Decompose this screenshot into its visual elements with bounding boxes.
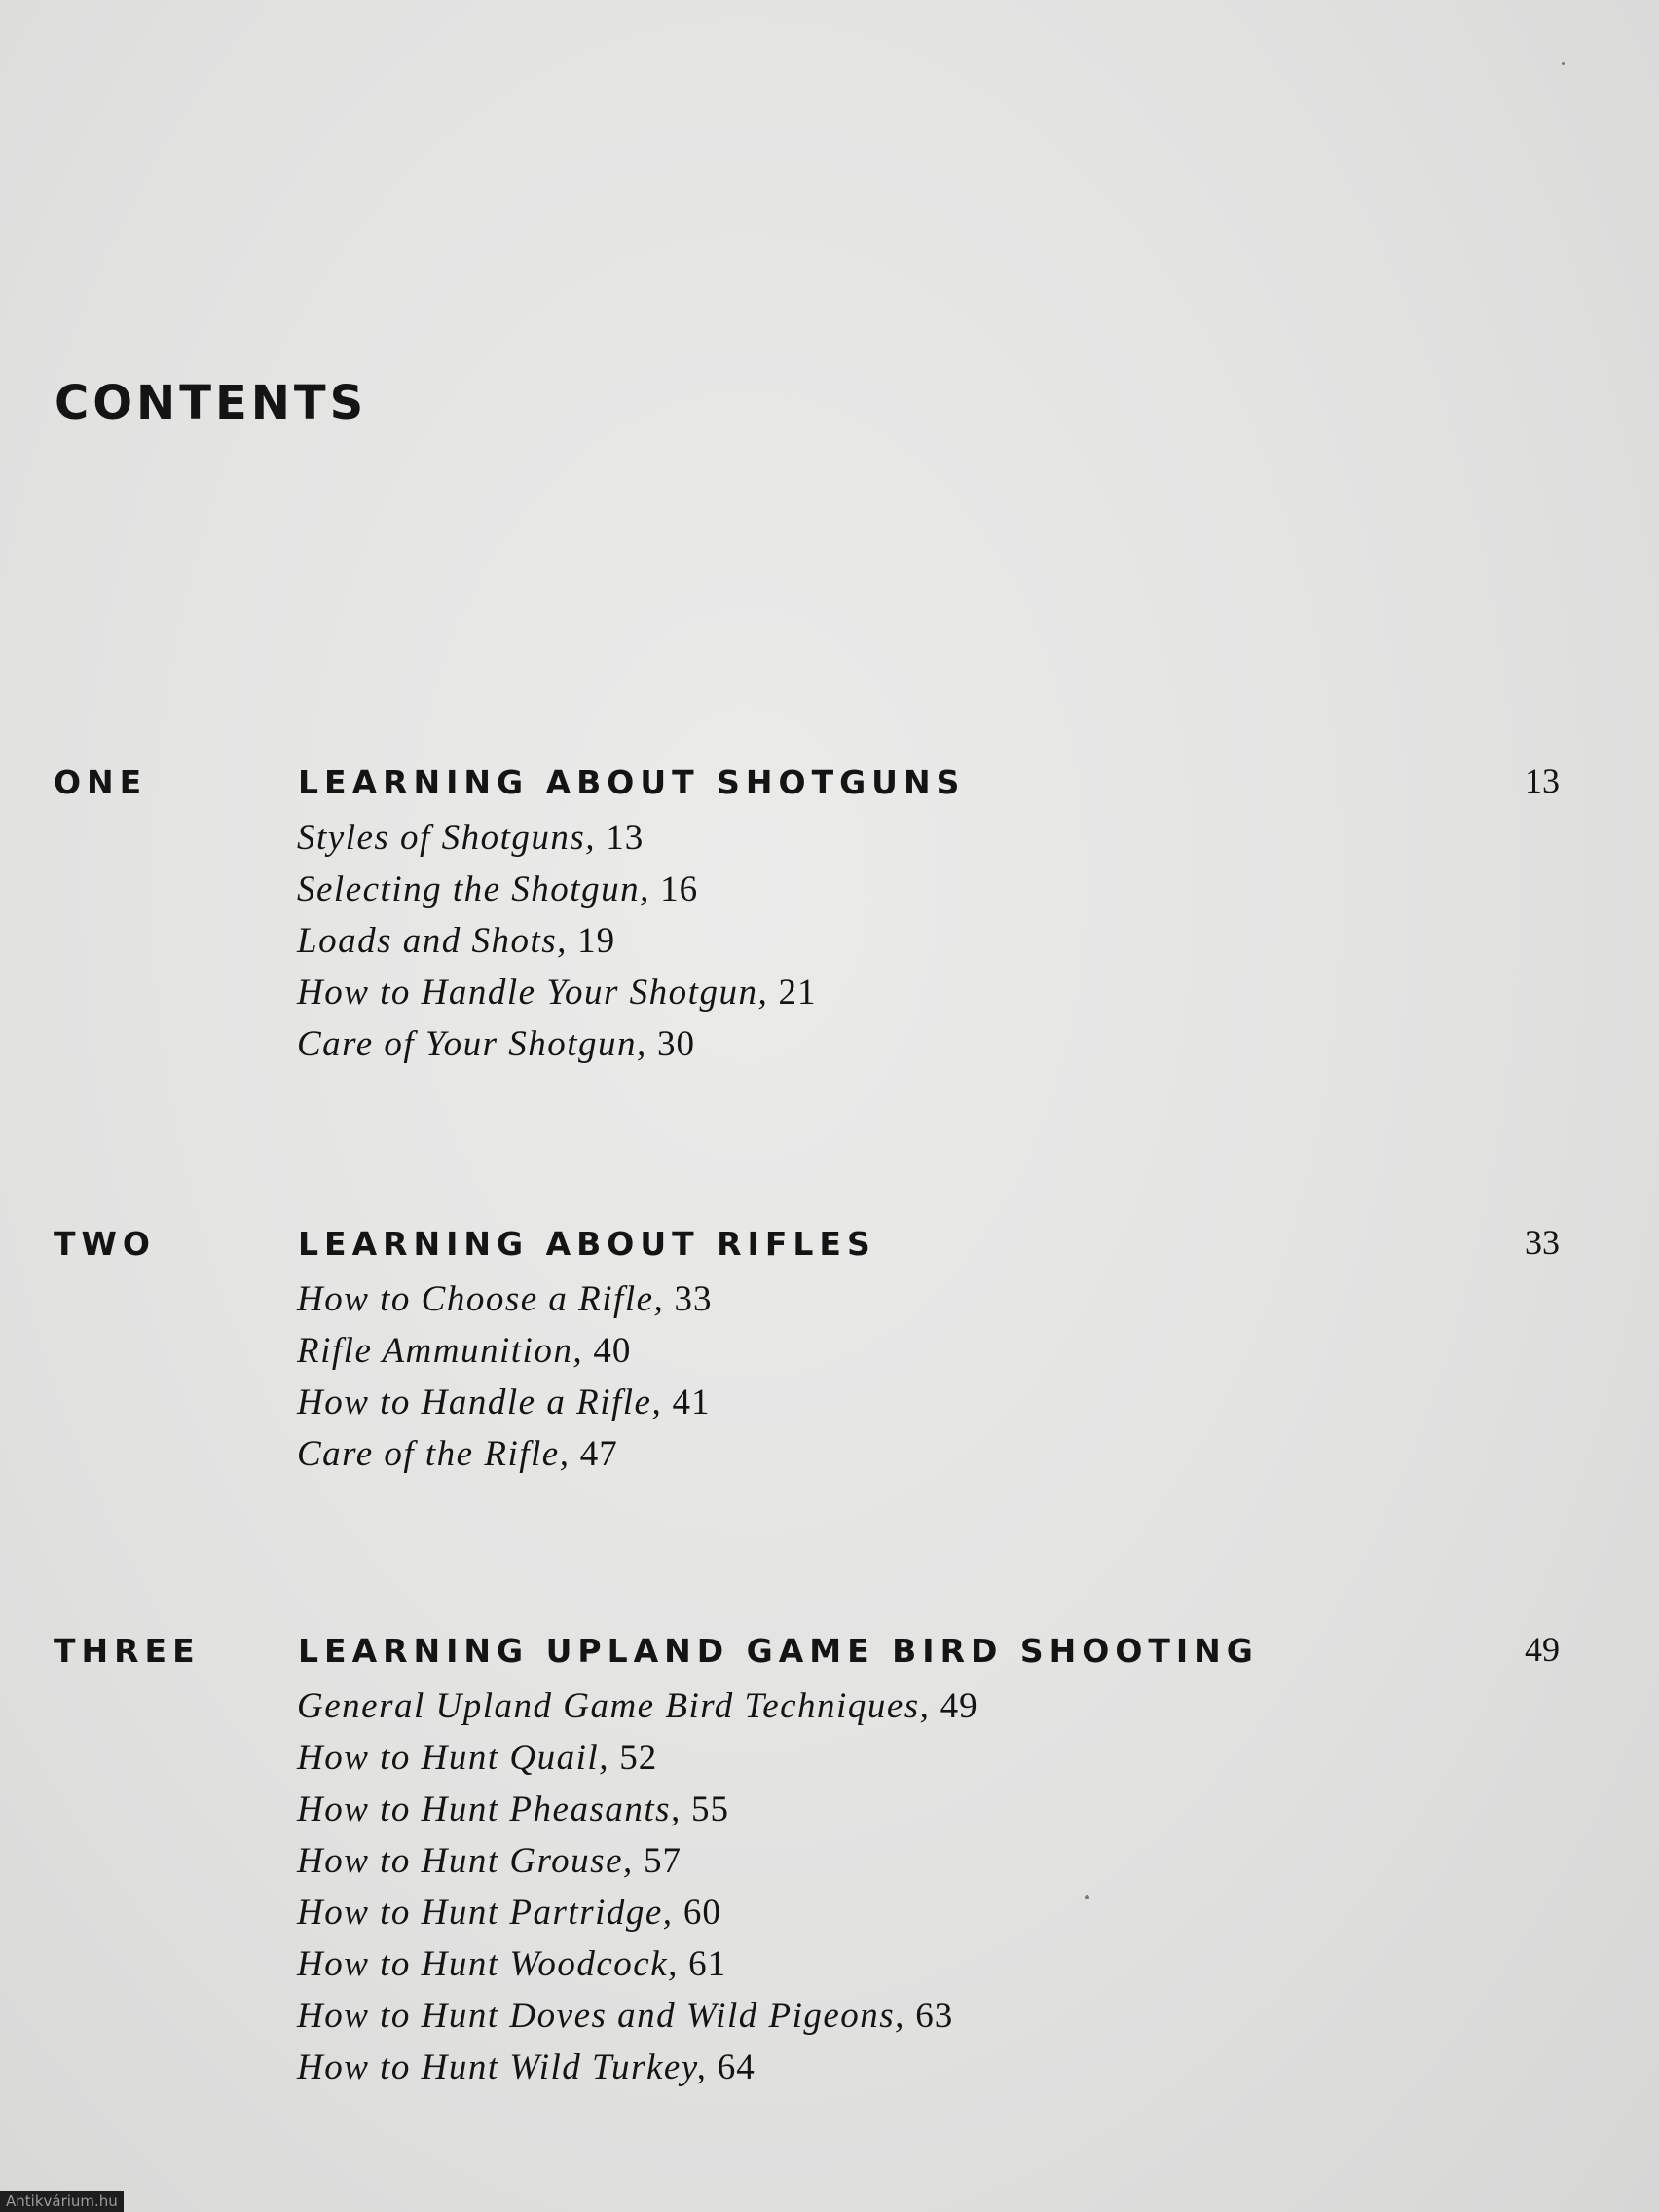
chapter-title: LEARNING ABOUT SHOTGUNS bbox=[298, 763, 966, 801]
section-entry bbox=[297, 1377, 713, 1428]
section-title: How to Hunt Grouse, bbox=[297, 1841, 634, 1881]
section-entry bbox=[297, 864, 816, 915]
section-title: How to Hunt Doves and Wild Pigeons, bbox=[297, 1996, 905, 2036]
section-page-number: 40 bbox=[593, 1331, 632, 1371]
section-title: How to Hunt Pheasants, bbox=[297, 1789, 682, 1829]
chapter-title: LEARNING ABOUT RIFLES bbox=[298, 1225, 876, 1263]
section-title: Rifle Ammunition, bbox=[297, 1331, 584, 1371]
section-entry bbox=[297, 1990, 978, 2042]
section-entry bbox=[297, 1428, 713, 1480]
section-page-number: 52 bbox=[619, 1738, 658, 1778]
section-title: How to Hunt Partridge, bbox=[297, 1893, 674, 1933]
page-title: CONTENTS bbox=[55, 376, 368, 430]
section-page-number: 21 bbox=[778, 973, 817, 1013]
chapter-page-number: 13 bbox=[1525, 761, 1560, 800]
section-entry bbox=[297, 967, 816, 1018]
section-entry bbox=[297, 1938, 978, 1990]
section-page-number: 47 bbox=[579, 1434, 618, 1474]
section-page-number: 13 bbox=[606, 818, 645, 858]
section-list bbox=[297, 1680, 978, 2093]
section-list bbox=[297, 812, 816, 1070]
chapter-page-number: 49 bbox=[1525, 1630, 1560, 1669]
chapter-number: THREE bbox=[54, 1632, 201, 1670]
section-page-number: 30 bbox=[657, 1024, 696, 1064]
section-title: How to Hunt Woodcock, bbox=[297, 1944, 679, 1984]
section-entry bbox=[297, 812, 816, 864]
section-page-number: 19 bbox=[577, 921, 616, 961]
chapter-title: LEARNING UPLAND GAME BIRD SHOOTING bbox=[298, 1632, 1259, 1670]
section-title: Care of Your Shotgun, bbox=[297, 1024, 647, 1064]
section-page-number: 33 bbox=[674, 1279, 713, 1319]
section-page-number: 41 bbox=[672, 1382, 711, 1422]
section-title: Selecting the Shotgun, bbox=[297, 869, 650, 909]
section-entry bbox=[297, 1018, 816, 1070]
section-title: Loads and Shots, bbox=[297, 921, 568, 961]
paper-speck bbox=[1562, 62, 1565, 65]
section-page-number: 57 bbox=[644, 1841, 682, 1881]
section-page-number: 60 bbox=[682, 1893, 721, 1933]
section-entry bbox=[297, 915, 816, 967]
section-entry bbox=[297, 1887, 978, 1938]
section-title: How to Handle a Rifle, bbox=[297, 1382, 663, 1422]
chapter-page-number: 33 bbox=[1525, 1223, 1560, 1262]
section-page-number: 49 bbox=[940, 1686, 978, 1726]
section-title: How to Hunt Quail, bbox=[297, 1738, 609, 1778]
section-entry bbox=[297, 1325, 713, 1377]
chapter-number: TWO bbox=[54, 1225, 156, 1263]
section-page-number: 55 bbox=[691, 1789, 730, 1829]
section-entry bbox=[297, 2042, 978, 2093]
paper-speck bbox=[1085, 1895, 1089, 1899]
section-page-number: 64 bbox=[717, 2047, 756, 2087]
chapter-number: ONE bbox=[54, 763, 148, 801]
section-title: General Upland Game Bird Techniques, bbox=[297, 1686, 931, 1726]
section-page-number: 61 bbox=[688, 1944, 727, 1984]
section-entry bbox=[297, 1273, 713, 1325]
section-entry bbox=[297, 1680, 978, 1732]
section-list bbox=[297, 1273, 713, 1480]
watermark: Antikvárium.hu bbox=[0, 2191, 124, 2212]
section-title: How to Handle Your Shotgun, bbox=[297, 973, 769, 1013]
section-title: Styles of Shotguns, bbox=[297, 818, 597, 858]
section-entry bbox=[297, 1835, 978, 1887]
section-entry bbox=[297, 1784, 978, 1835]
section-page-number: 63 bbox=[915, 1996, 954, 2036]
section-entry bbox=[297, 1732, 978, 1784]
section-page-number: 16 bbox=[660, 869, 699, 909]
section-title: Care of the Rifle, bbox=[297, 1434, 571, 1474]
section-title: How to Hunt Wild Turkey, bbox=[297, 2047, 708, 2087]
section-title: How to Choose a Rifle, bbox=[297, 1279, 665, 1319]
